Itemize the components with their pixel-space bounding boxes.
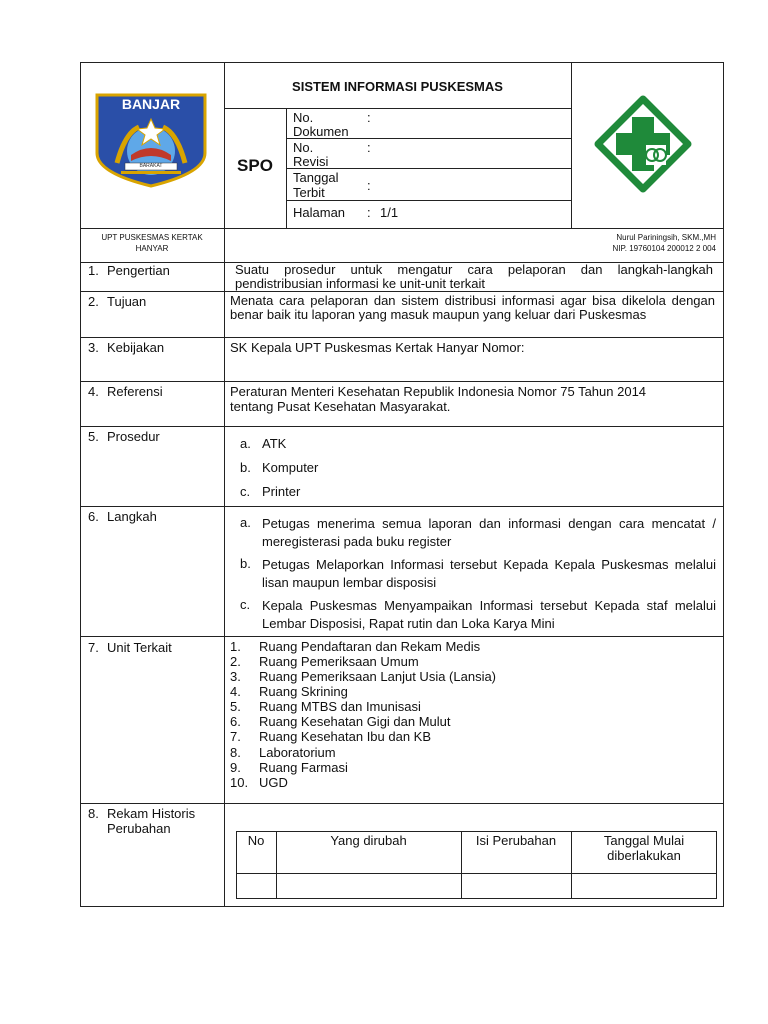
field-halaman-value: 1/1 <box>380 205 399 220</box>
list-text: Kepala Puskesmas Menyampaikan Informasi tersebut Kepada staf melalui Lembar Disposisi, Rapat rutin dan Loka Karya Mini <box>262 598 716 631</box>
row-divider <box>80 337 724 338</box>
table-header-isi-perubahan: Isi Perubahan <box>475 833 557 848</box>
signer-name: Nurul Pariningsih, SKM.,MH <box>616 233 716 242</box>
field-tanggal-label: Tanggal <box>293 170 339 185</box>
list-text: Ruang Farmasi <box>259 760 348 775</box>
list-text: Laboratorium <box>259 745 336 760</box>
spo-label: SPO <box>237 156 273 175</box>
list-marker: b. <box>240 460 251 475</box>
puskesmas-logo <box>594 95 692 193</box>
section-rekam-label-2: Perubahan <box>107 821 171 836</box>
header-divider <box>286 168 571 169</box>
list-marker: b. <box>240 556 251 571</box>
list-text: Ruang MTBS dan Imunisasi <box>259 699 421 714</box>
section-referensi-line1: Peraturan Menteri Kesehatan Republik Indonesia Nomor 75 Tahun 2014 <box>230 384 647 399</box>
table-header-yang-dirubah: Yang dirubah <box>330 833 407 848</box>
list-marker: a. <box>240 436 251 451</box>
list-marker: 2. <box>230 654 241 669</box>
section-prosedur-num: 5. <box>88 429 99 444</box>
section-tujuan-text: Menata cara pelaporan dan sistem distribusi informasi agar bisa dikelola dengan benar baik itu laporan yang masuk maupun yang keluar dari Puskesmas <box>230 293 715 322</box>
list-text: Ruang Kesehatan Ibu dan KB <box>259 729 432 744</box>
banjar-logo-motto: BARAKAT <box>139 163 163 169</box>
list-marker: 10. <box>230 775 249 790</box>
field-tanggal-label-2: Terbit <box>293 185 325 200</box>
list-marker: 7. <box>230 729 241 744</box>
list-text: Ruang Pendaftaran dan Rekam Medis <box>259 639 481 654</box>
section-kebijakan-num: 3. <box>88 340 99 355</box>
table-header-no: No <box>247 833 265 848</box>
org-name-line2: HANYAR <box>135 244 169 253</box>
field-no-dokumen-sep: : <box>367 110 371 125</box>
section-unit-label: Unit Terkait <box>107 640 172 655</box>
list-marker: 4. <box>230 684 241 699</box>
section-rekam-label: Rekam Historis <box>107 806 196 821</box>
table-row-divider <box>236 873 717 874</box>
field-no-dokumen-label: No. <box>293 110 314 125</box>
body-column-divider <box>224 262 225 907</box>
section-langkah-num: 6. <box>88 509 99 524</box>
row-divider <box>80 506 724 507</box>
header-divider <box>571 62 572 228</box>
header-divider <box>286 200 571 201</box>
field-tanggal-sep: : <box>367 178 371 193</box>
signer-nip: NIP. 19760104 200012 2 004 <box>612 244 716 253</box>
header-divider <box>80 228 724 229</box>
section-unit-num: 7. <box>88 640 99 655</box>
list-text: Ruang Kesehatan Gigi dan Mulut <box>259 714 451 729</box>
table-header-tanggal: Tanggal Mulai <box>603 833 685 848</box>
list-marker: 6. <box>230 714 241 729</box>
org-name-line1: UPT PUSKESMAS KERTAK <box>101 233 203 242</box>
row-divider <box>80 291 724 292</box>
document-title: SISTEM INFORMASI PUSKESMAS <box>292 79 503 94</box>
section-referensi-line2: tentang Pusat Kesehatan Masyarakat. <box>230 399 451 414</box>
field-no-revisi-sep: : <box>367 140 371 155</box>
table-header-tanggal-2: diberlakukan <box>607 848 681 863</box>
row-divider <box>80 381 724 382</box>
section-referensi-label: Referensi <box>107 384 163 399</box>
banjar-logo <box>95 93 207 188</box>
list-marker: 9. <box>230 760 241 775</box>
row-divider <box>80 636 724 637</box>
section-pengertian-label: Pengertian <box>107 263 170 278</box>
field-halaman-sep: : <box>367 205 371 220</box>
section-kebijakan-label: Kebijakan <box>107 340 165 355</box>
list-marker: 5. <box>230 699 241 714</box>
list-text: Komputer <box>262 460 319 475</box>
list-text: Ruang Pemeriksaan Umum <box>259 654 419 669</box>
section-kebijakan-text: SK Kepala UPT Puskesmas Kertak Hanyar Nomor: <box>230 340 525 355</box>
list-text: Petugas Melaporkan Informasi tersebut Kepada Kepala Puskesmas melalui lisan maupun lembar disposisi <box>262 557 716 590</box>
list-text: UGD <box>259 775 288 790</box>
section-pengertian-num: 1. <box>88 263 99 278</box>
section-pengertian-text: Suatu prosedur untuk mengatur cara pelaporan dan langkah-langkah pendistribusian informasi ke unit-unit terkait <box>235 262 713 291</box>
section-rekam-num: 8. <box>88 806 99 821</box>
list-text: Ruang Pemeriksaan Lanjut Usia (Lansia) <box>259 669 497 684</box>
section-prosedur-label: Prosedur <box>107 429 160 444</box>
row-divider <box>80 426 724 427</box>
list-text: Petugas menerima semua laporan dan informasi dengan cara mencatat / meregisterasi pada buku register <box>262 516 716 549</box>
banjar-logo-title: BANJAR <box>121 96 181 112</box>
list-marker: 8. <box>230 745 241 760</box>
list-marker: a. <box>240 515 251 530</box>
field-no-revisi-label-2: Revisi <box>293 154 329 169</box>
list-marker: 1. <box>230 639 241 654</box>
list-marker: 3. <box>230 669 241 684</box>
field-no-revisi-label: No. <box>293 140 314 155</box>
section-langkah-label: Langkah <box>107 509 157 524</box>
section-referensi-num: 4. <box>88 384 99 399</box>
list-text: Ruang Skrining <box>259 684 348 699</box>
header-divider <box>224 108 571 109</box>
list-text: ATK <box>262 436 287 451</box>
section-tujuan-num: 2. <box>88 294 99 309</box>
list-marker: c. <box>240 484 251 499</box>
list-text: Printer <box>262 484 301 499</box>
list-marker: c. <box>240 597 251 612</box>
row-divider <box>80 803 724 804</box>
field-halaman-label: Halaman <box>293 205 346 220</box>
section-tujuan-label: Tujuan <box>107 294 147 309</box>
field-no-dokumen-label-2: Dokumen <box>293 124 349 139</box>
